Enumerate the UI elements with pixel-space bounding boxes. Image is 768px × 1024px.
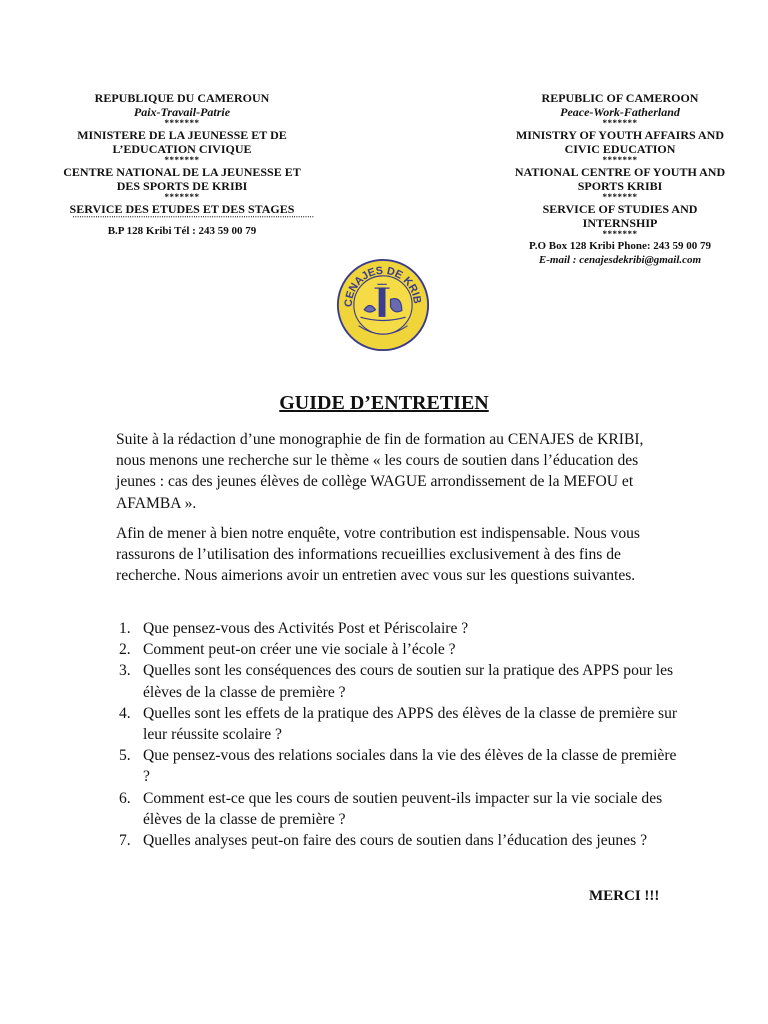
question-number: 7. — [119, 832, 131, 850]
separator-stars: ******* — [602, 229, 638, 239]
question-item — [116, 618, 686, 639]
service-fr: SERVICE DES ETUDES ET DES STAGES — [69, 202, 295, 216]
motto-en: Peace-Work-Fatherland — [560, 105, 680, 119]
question-number: 3. — [119, 662, 131, 680]
separator-stars: ******* — [164, 192, 200, 202]
question-number: 1. — [119, 620, 131, 637]
service-en: SERVICE OF STUDIES AND INTERNSHIP — [542, 202, 698, 230]
question-item — [116, 788, 686, 830]
ministry-en: MINISTRY OF YOUTH AFFAIRS AND CIVIC EDUCATION — [515, 128, 725, 156]
document-title: GUIDE D’ENTRETIEN — [279, 392, 489, 414]
question-text: Quelles sont les conséquences des cours de soutien sur la pratique des APPS pour les élèves de la classe de première ? — [143, 662, 674, 701]
email-en: E-mail : cenajesdekribi@gmail.com — [538, 254, 702, 266]
question-number: 4. — [119, 704, 131, 722]
question-item — [116, 660, 686, 702]
question-number: 5. — [119, 747, 131, 765]
centre-en: NATIONAL CENTRE OF YOUTH AND SPORTS KRIBI — [514, 165, 726, 193]
question-text: Que pensez-vous des relations sociales dans la vie des élèves de la classe de première ? — [143, 747, 677, 786]
header-right — [508, 91, 732, 267]
separator-stars: ******* — [602, 118, 638, 128]
question-text: Comment peut-on créer une vie sociale à l’école ? — [143, 641, 456, 659]
ministry-fr: MINISTERE DE LA JEUNESSE ET DE L’EDUCATION CIVIQUE — [77, 128, 287, 156]
closing-thanks: MERCI !!! — [589, 888, 660, 904]
centre-fr: CENTRE NATIONAL DE LA JEUNESSE ET DES SPORTS DE KRIBI — [63, 165, 301, 193]
separator-stars: ******* — [602, 155, 638, 165]
question-number: 6. — [119, 789, 131, 807]
header-left — [62, 91, 314, 238]
purpose-paragraph: Afin de mener à bien notre enquête, votre contribution est indispensable. Nous vous rassurons de l’utilisation des informations recueillies exclusivement à des fins de recherche. Nous aimerions avoir un entretien avec vous sur les questions suivantes. — [116, 525, 640, 585]
separator-stars: ******* — [164, 118, 200, 128]
dotted-rule: '''''''''''''''''''''''''''''''''''''''''''''''''''''''''''''''''''''''''''''''''''''''''''''''''''''''''' — [72, 216, 314, 224]
separator-stars: ******* — [164, 155, 200, 165]
question-item — [116, 745, 686, 787]
question-list — [116, 618, 686, 851]
intro-paragraph: Suite à la rédaction d’une monographie de fin de formation au CENAJES de KRIBI, nous menons une recherche sur le thème « les cours de soutien dans l’éducation des jeunes : cas des jeunes élèves de collège WAGUE arrondissement de la MEFOU et AFAMBA ». — [116, 431, 644, 512]
contact-fr: B.P 128 Kribi Tél : 243 59 00 79 — [107, 225, 257, 237]
question-item — [116, 639, 686, 660]
logo-text: CENAJES DE KRIB — [342, 264, 424, 308]
question-item — [116, 703, 686, 745]
question-text: Quelles analyses peut-on faire des cours de soutien dans l’éducation des jeunes ? — [143, 832, 648, 850]
country-name-fr: REPUBLIQUE DU CAMEROUN — [94, 91, 270, 105]
cenajes-logo — [336, 258, 430, 352]
country-name-en: REPUBLIC OF CAMEROON — [541, 91, 699, 105]
question-text: Que pensez-vous des Activités Post et Périscolaire ? — [143, 620, 469, 637]
question-number: 2. — [119, 641, 131, 659]
question-text: Comment est-ce que les cours de soutien peuvent-ils impacter sur la vie sociale des élèves de la classe de première ? — [143, 789, 663, 828]
question-item — [116, 830, 686, 851]
question-text: Quelles sont les effets de la pratique des APPS des élèves de la classe de première sur leur réussite scolaire ? — [143, 704, 678, 744]
separator-stars: ******* — [602, 192, 638, 202]
motto-fr: Paix-Travail-Patrie — [133, 105, 231, 119]
address-en: P.O Box 128 Kribi Phone: 243 59 00 79 — [528, 240, 712, 252]
